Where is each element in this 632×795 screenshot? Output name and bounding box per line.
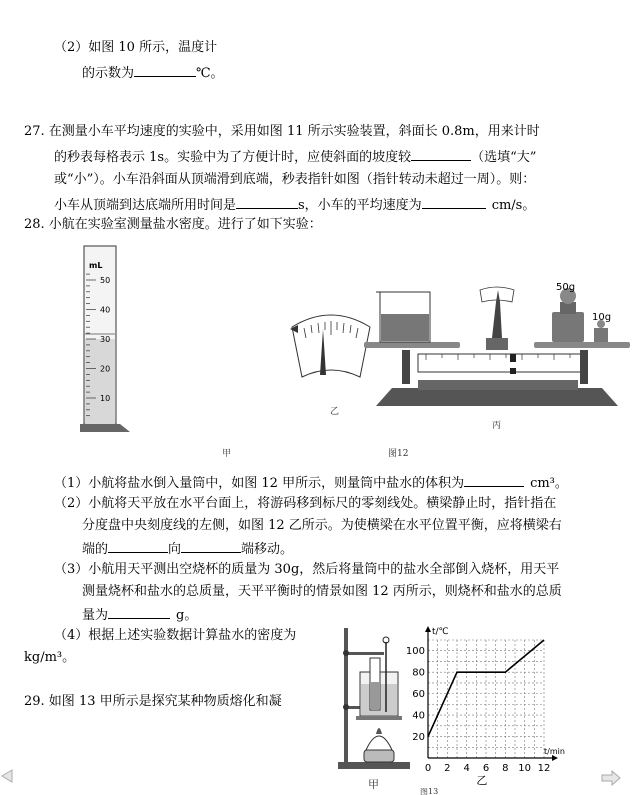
- graduated-cylinder-figure: [80, 240, 136, 432]
- balance-scale-figure: [362, 280, 632, 416]
- answer-blank[interactable]: [108, 604, 170, 619]
- temperature-time-chart: [400, 620, 570, 786]
- weight-label-10g: 10g: [592, 312, 612, 323]
- q29-line1: 29. 如图 13 甲所示是探究某种物质熔化和凝: [24, 694, 282, 709]
- q28-part4-line1: （4）根据上述实验数据计算盐水的密度为: [54, 628, 297, 643]
- answer-blank[interactable]: [181, 538, 241, 553]
- q28-part2-line2: 分度盘中央刻度线的左侧，如图 12 乙所示。为使横梁在水平位置平衡，应将横梁右: [82, 518, 562, 533]
- q28-part4-unit: kg/m³。: [24, 650, 76, 665]
- y-tick-label: 80: [412, 667, 425, 679]
- next-page-arrow-icon[interactable]: [600, 770, 622, 786]
- q26-text-b: ℃。: [196, 66, 224, 81]
- q28-text: g。: [176, 608, 198, 623]
- figure-caption-yi: 乙: [330, 407, 340, 417]
- q28-part3-line2: 测量烧杯和盐水的总质量，天平平衡时的情景如图 12 丙所示，则烧杯和盐水的总质: [82, 584, 562, 599]
- x-tick-label: 2: [444, 763, 451, 774]
- q28-text: （1）小航将盐水倒入量筒中，如图 12 甲所示，则量筒中盐水的体积为: [54, 476, 465, 491]
- q28-part2-line1: （2）小航将天平放在水平台面上，将游码移到标尺的零刻线处。横梁静止时，指针指在: [54, 496, 557, 511]
- x-tick-label: 10: [518, 763, 532, 774]
- q28-text: 量为: [82, 608, 109, 623]
- answer-blank[interactable]: [236, 194, 298, 209]
- x-tick-label: 4: [463, 763, 470, 774]
- x-tick-label: 0: [424, 763, 432, 774]
- q28-part3-line3: [82, 604, 197, 626]
- cylinder-tick-label: 50: [100, 276, 111, 285]
- q28-text: cm³。: [530, 476, 568, 491]
- x-axis-label: t/min: [544, 747, 565, 756]
- q26-part2-line1: （2）如图 10 所示，温度计: [54, 40, 218, 55]
- weight-label-50g: 50g: [556, 282, 576, 293]
- cylinder-unit-label: mL: [89, 261, 103, 270]
- y-tick-label: 60: [412, 689, 425, 701]
- q28-line1: 28. 小航在实验室测量盐水密度。进行了如下实验：: [24, 217, 322, 232]
- q27-text: cm/s。: [491, 198, 536, 213]
- answer-blank[interactable]: [464, 472, 524, 487]
- y-tick-label: 40: [412, 710, 425, 722]
- q27-line1: 27. 在测量小车平均速度的实验中，采用如图 11 所示实验装置，斜面长 0.8m，用来计时: [24, 124, 540, 139]
- y-tick-label: 100: [405, 646, 425, 658]
- q28-part2-line3: [82, 538, 293, 560]
- answer-blank[interactable]: [108, 538, 168, 553]
- x-tick-label: 6: [482, 763, 490, 774]
- answer-blank[interactable]: [422, 194, 486, 209]
- q27-text: 的秒表每格表示 1s。实验中为了方便计时，应使斜面的坡度较: [54, 150, 412, 165]
- y-axis-label: t/℃: [432, 627, 449, 637]
- figure-caption-jia: 甲: [222, 449, 232, 459]
- cylinder-tick-label: 20: [100, 364, 111, 374]
- answer-blank[interactable]: [411, 146, 471, 161]
- cylinder-tick-label: 40: [100, 305, 111, 315]
- q27-text: 小车从顶端到达底端所用时间是: [54, 198, 237, 213]
- q28-part1: [54, 472, 568, 494]
- y-tick-label: 20: [412, 732, 425, 744]
- cylinder-tick-label: 30: [100, 335, 111, 344]
- prev-page-arrow-icon[interactable]: [0, 768, 14, 784]
- chart-caption: 乙: [476, 774, 488, 786]
- q26-text-a: 的示数为: [82, 66, 135, 81]
- figure-caption-fig12: 图12: [388, 449, 409, 459]
- cylinder-liquid: [85, 339, 115, 424]
- x-tick-label: 8: [502, 763, 509, 774]
- q28-text: 向: [168, 542, 182, 557]
- figure-caption-fig13: 图13: [420, 788, 439, 795]
- y-axis-arrow: [425, 626, 431, 632]
- q26-part2-line2: [82, 62, 224, 84]
- answer-blank[interactable]: [134, 62, 196, 77]
- q27-text: s，小车的平均速度为: [298, 198, 422, 213]
- q27-text: （选填“大”: [471, 150, 537, 165]
- q28-text: 端的: [82, 542, 109, 557]
- cylinder-tick-label: 10: [100, 394, 111, 403]
- x-tick-label: 12: [537, 763, 551, 774]
- q28-text: 端移动。: [241, 542, 294, 557]
- q28-part3-line1: （3）小航用天平测出空烧杯的质量为 30g，然后将量筒中的盐水全部倒入烧杯，用天平: [54, 562, 560, 577]
- figure-caption-13-jia: 甲: [368, 778, 379, 791]
- figure-caption-bing: 丙: [492, 421, 502, 431]
- q27-line2: [54, 146, 536, 168]
- q27-line4: [54, 194, 535, 216]
- q27-line3: 或“小”）。小车沿斜面从顶端滑到底端，秒表指针如图（指针转动未超过一周）。则：: [54, 172, 536, 187]
